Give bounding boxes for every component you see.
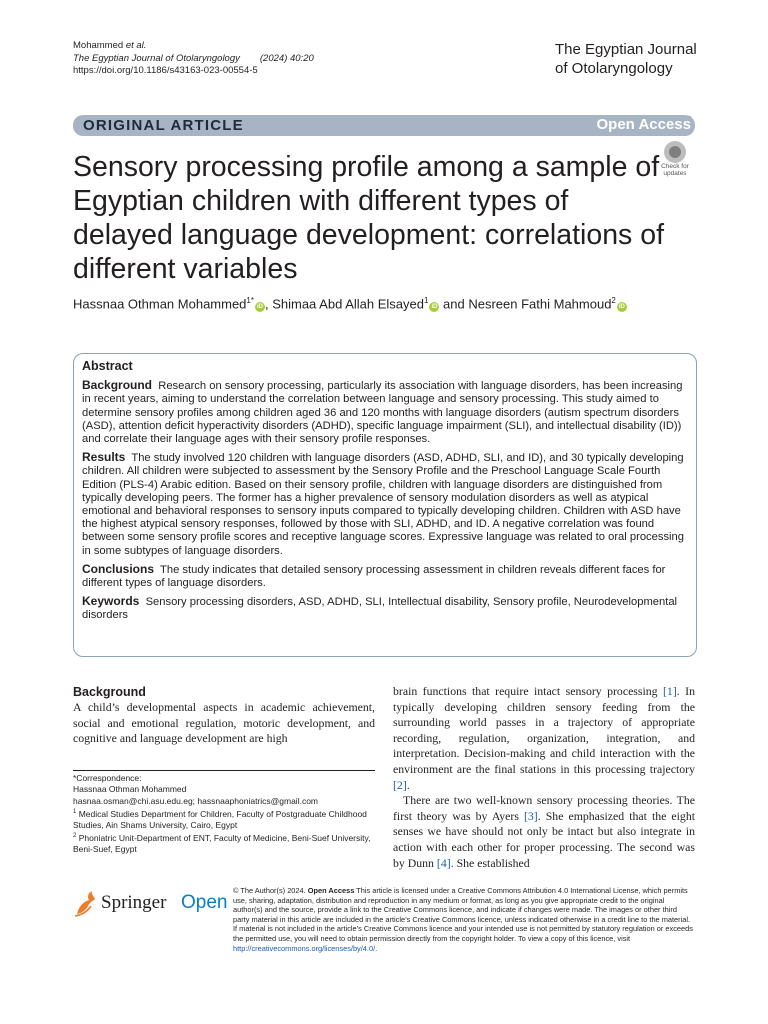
license-text: [233, 886, 695, 953]
body-text: . In typically developing children sensory feeding from the surrounding world passes in a trajectory of appropriate recording, regulation, organization, integration, and interpretation. Decision-making and child interaction with the environment are the final stations in this processing trajectory: [393, 684, 695, 776]
license-url-link[interactable]: http://creativecommons.org/licenses/by/4.0/: [233, 943, 376, 953]
affiliation-2-text: Phoniatric Unit-Department of ENT, Faculty of Medicine, Beni-Suef University, Beni-Suef, Egypt: [73, 833, 371, 855]
open-access-label: Open Access: [596, 116, 691, 133]
license-open-access: Open Access: [307, 886, 355, 895]
author-list: [73, 296, 627, 312]
reference-link[interactable]: [3]: [523, 808, 538, 823]
abstract-keywords-label: Keywords: [82, 594, 140, 609]
license-copyright: © The Author(s) 2024.: [233, 886, 308, 895]
abstract-keywords-text: Sensory processing disorders, ASD, ADHD, SLI, Intellectual disability, Sensory profile, Neurodevelopmental disorders: [82, 596, 678, 622]
body-paragraph: A child’s developmental aspects in academic achievement, social and emotional regulation, motoric development, and cognitive and language development are high: [73, 700, 375, 746]
check-updates-line2: updates: [663, 170, 687, 177]
author-1[interactable]: Hassnaa Othman Mohammed: [73, 296, 247, 312]
body-paragraph: [393, 684, 695, 793]
abstract-conclusions-text: The study indicates that detailed sensory processing assessment in children reveals different faces for different types of language disorders.: [82, 563, 666, 590]
abstract-results-label: Results: [82, 450, 126, 465]
author-2-affiliation: 1: [423, 296, 429, 305]
abstract-results-text: The study involved 120 children with language disorders (ASD, ADHD, SLI, and ID), and 30 typically developing children. All children were subjected to assessment by the Sensory Profile and the Preschool Language Scale Fourth Edition (PLS-4) Arabic edition. Based on their sensory profile, children with language disorders are distinguished from typically developing peers. The former has a higher prevalence of sensory modulation disorders as well as atypical emotional and behavioral responses to sensory inputs compared to typically developing children. Children with ASD have the highest atypical sensory responses, followed by those with SLI, ADHD, and ID. A negative correlation was found between some sensory profile scores and receptive language scores. Expressive language was related to oral processing in some subtypes of language disorders.: [82, 452, 684, 557]
abstract-results: [82, 451, 688, 558]
springer-open-logo[interactable]: [73, 888, 228, 920]
affiliation-1-number: 1: [73, 808, 77, 815]
check-updates-icon: [664, 141, 686, 163]
citation-journal: The Egyptian Journal of Otolaryngology: [73, 52, 240, 64]
check-for-updates-badge[interactable]: [656, 141, 694, 179]
springer-word: Springer: [101, 892, 167, 913]
doi-link[interactable]: https://doi.org/10.1186/s43163-023-00554-5: [73, 65, 258, 76]
correspondence-label: *Correspondence:: [73, 773, 142, 783]
affiliation-1: [73, 807, 375, 831]
correspondence-name: Hassnaa Othman Mohammed: [73, 784, 187, 795]
orcid-icon[interactable]: iD: [618, 304, 625, 311]
abstract-background: [82, 379, 688, 446]
journal-name-line2: of Otolaryngology: [555, 60, 673, 77]
affiliation-2: [73, 831, 375, 855]
abstract-background-text: Research on sensory processing, particularly its association with language disorders, has been increasing in recent years, aiming to understand the correlation between language and sensory processing. This study aimed to determine sensory profiles among children aged 36 and 120 months with language disorders (autism spectrum disorders (ASD), attention deficit hyperactivity disorders (ADHD), specific language impairment (SLI), and intellectual disability (ID)) and correlate their language ages with their sensory profile responses.: [82, 380, 683, 446]
body-left-column: [73, 684, 375, 747]
article-type-label: ORIGINAL ARTICLE: [83, 117, 244, 134]
correspondence-emails[interactable]: hasnaa.osman@chi.asu.edu.eg; hassnaaphoniatrics@gmail.com: [73, 795, 319, 806]
citation-block: [73, 40, 314, 78]
abstract-heading: Abstract: [82, 359, 133, 373]
abstract-conclusions-label: Conclusions: [82, 561, 155, 576]
affiliation-2-number: 2: [73, 833, 77, 840]
reference-link[interactable]: [1]: [663, 684, 677, 698]
journal-name: [555, 40, 715, 78]
author-2[interactable]: , Shimaa Abd Allah Elsayed: [264, 296, 424, 312]
reference-link[interactable]: [2]: [393, 777, 407, 792]
footnotes: [73, 773, 375, 856]
orcid-icon[interactable]: iD: [431, 304, 438, 311]
footnote-divider: [73, 770, 375, 771]
open-word: Open: [181, 892, 228, 913]
body-text: .: [406, 777, 410, 792]
journal-name-line1: The Egyptian Journal: [555, 41, 697, 58]
abstract-background-label: Background: [82, 378, 153, 393]
license-body: This article is licensed under a Creative Commons Attribution 4.0 International License, which permits use, sharing, adaptation, distribution and reproduction in any medium or format, as long as you give appropriate credit to the original author(s) and the source, provide a link to the Creative Commons licence, and indicate if changes were made. The images or other third party material in this article are included in the article’s Creative Commons licence, unless indicated otherwise in a credit line to the material. If material is not included in the article’s Creative Commons licence and your intended use is not permitted by statutory regulation or exceeds the permitted use, you will need to obtain permission directly from the copyright holder. To view a copy of this licence, visit: [233, 886, 693, 943]
citation-et-al: et al.: [125, 40, 147, 51]
check-updates-line1: Check for: [661, 163, 689, 170]
body-paragraph: [393, 793, 695, 871]
abstract-box: [73, 353, 697, 657]
citation-author: Mohammed: [73, 40, 124, 51]
section-heading-background: Background: [73, 685, 146, 699]
springer-horse-icon: [73, 888, 99, 918]
orcid-icon[interactable]: iD: [256, 304, 263, 311]
author-3-affiliation: 2: [611, 296, 616, 305]
article-type-banner: [73, 115, 695, 136]
citation-year-volume: (2024) 40:20: [259, 52, 314, 64]
body-right-column: [393, 684, 695, 871]
body-text: . She established: [450, 855, 530, 870]
author-1-affiliation: 1*: [246, 296, 254, 305]
affiliation-1-text: Medical Studies Department for Children, Faculty of Postgraduate Childhood Studies, Ain Shams University, Cairo, Egypt: [73, 808, 367, 831]
article-title: Sensory processing profile among a sample of Egyptian children with different types of delayed language development: correlations of different variables: [73, 151, 664, 285]
abstract-keywords: [82, 595, 688, 622]
reference-link[interactable]: [4]: [436, 855, 451, 870]
body-text: brain functions that require intact sensory processing: [393, 684, 663, 698]
author-3[interactable]: and Nesreen Fathi Mahmoud: [439, 296, 612, 312]
body-text: There are two well-known sensory processing theories. The first theory was by Ayers: [393, 793, 695, 823]
body-text: . She emphasized that the eight senses we have should not only be intact but also integrate in action with each other for proper processing. The second was by Dunn: [393, 808, 695, 870]
abstract-conclusions: [82, 563, 688, 590]
license-end: .: [375, 943, 378, 953]
